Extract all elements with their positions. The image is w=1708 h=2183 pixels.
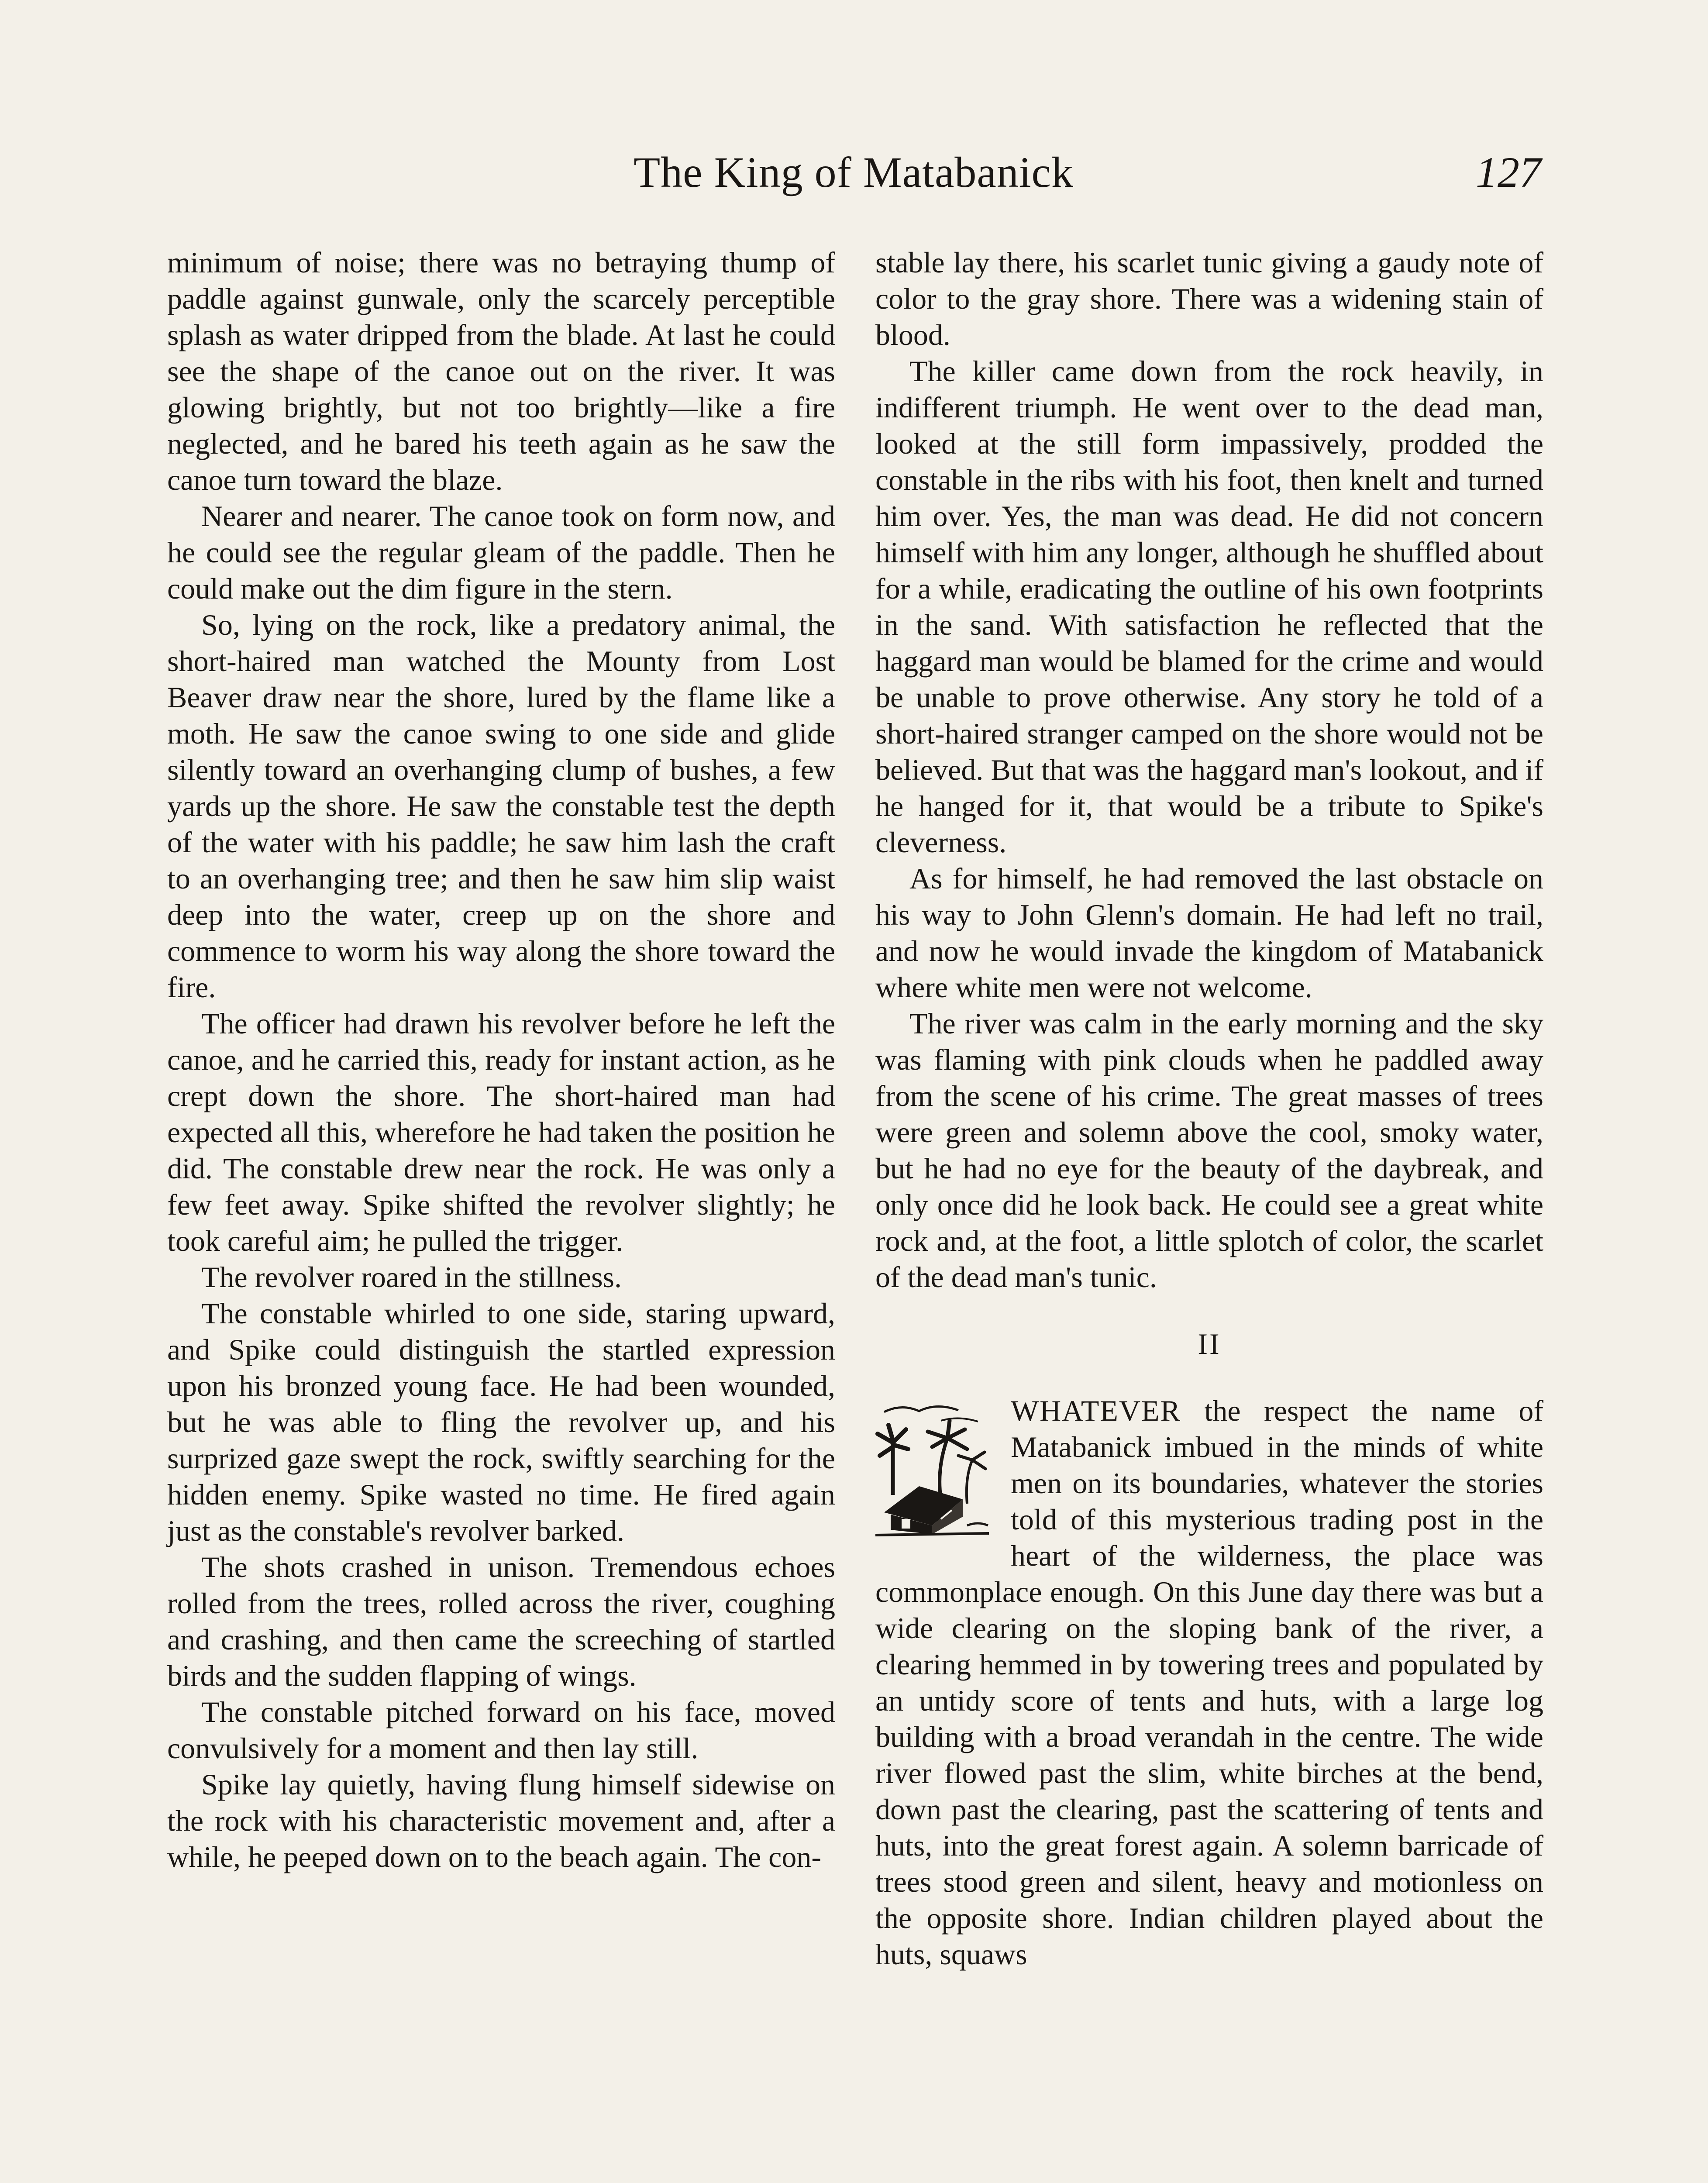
- paragraph: The constable whirled to one side, staring upward, and Spike could distinguish the startled expression upon his bronzed young face. He had been wounded, but he was able to fling the revolver up, and his surprized gaze swept the rock, swiftly searching for the hidden enemy. Spike wasted no time. He fired again just as the constable's revolver barked.: [167, 1297, 835, 1547]
- right-column: [875, 244, 1543, 1973]
- lead-word: WHATEVER: [1011, 1394, 1181, 1427]
- page-title: The King of Matabanick: [634, 148, 1074, 196]
- page-number: 127: [1476, 148, 1541, 196]
- section-opening: [875, 1393, 1543, 1973]
- paragraph: minimum of noise; there was no betraying thump of paddle against gunwale, only the scarcely perceptible splash as water dripped from the blade. At last he could see the shape of the canoe out on the river. It was glowing brightly, but not too brightly—like a fire neglected, and he bared his teeth again as he saw the canoe turn toward the blaze.: [167, 246, 835, 496]
- paragraph: Nearer and nearer. The canoe took on form now, and he could see the regular gleam of the paddle. Then he could make out the dim figure in the stern.: [167, 499, 835, 605]
- running-head: [166, 144, 1541, 201]
- paragraph: As for himself, he had removed the last obstacle on his way to John Glenn's domain. He had left no trail, and now he would invade the kingdom of Matabanick where white men were not welcome.: [875, 862, 1543, 1004]
- cabin-and-trees-vignette-icon: [875, 1395, 989, 1539]
- paragraph-text: the respect the name of Matabanick imbued in the minds of white men on its boundaries, whatever the stories told of this mysterious trading post in the heart of the wilderness, the place was commonplace enough. On this June day there was but a wide clearing on the sloping bank of the river, a clearing hemmed in by towering trees and populated by an untidy score of tents and huts, with a large log building with a broad verandah in the centre. The wide river flowed past the slim, white birches at the bend, down past the clearing, past the scattering of tents and huts, into the great forest again. A solemn barricade of trees stood green and silent, heavy and motionless on the opposite shore. Indian children played about the huts, squaws: [875, 1394, 1543, 1971]
- paragraph: The constable pitched forward on his face, moved convulsively for a moment and then lay still.: [167, 1695, 835, 1765]
- paragraph: The shots crashed in unison. Tremendous echoes rolled from the trees, rolled across the river, coughing and crashing, and then came the screeching of startled birds and the sudden flapping of wings.: [167, 1550, 835, 1692]
- paragraph: The revolver roared in the stillness.: [201, 1260, 622, 1294]
- paragraph: Spike lay quietly, having flung himself sidewise on the rock with his characteristic movement and, after a while, he peeped down on to the beach again. The con-: [167, 1768, 835, 1873]
- paragraph: The officer had drawn his revolver before he left the canoe, and he carried this, ready for instant action, as he crept down the shore. The short-haired man had expected all this, wherefore he had taken the position he did. The constable drew near the rock. He was only a few feet away. Spike shifted the revolver slightly; he took careful aim; he pulled the trigger.: [167, 1007, 835, 1257]
- left-column: [167, 244, 835, 1875]
- paragraph: So, lying on the rock, like a predatory animal, the short-haired man watched the Mounty from Lost Beaver draw near the shore, lured by the flame like a moth. He saw the canoe swing to one side and glide silently toward an overhanging clump of bushes, a few yards up the shore. He saw the constable test the depth of the water with his paddle; he saw him lash the craft to an overhanging tree; and then he saw him slip waist deep into the water, creep up on the shore and commence to worm his way along the shore toward the fire.: [167, 608, 835, 1004]
- section-heading: II: [1198, 1327, 1221, 1360]
- paragraph: The river was calm in the early morning and the sky was flaming with pink clouds when he paddled away from the scene of his crime. The great masses of trees were green and solemn above the cool, smoky water, but he had no eye for the beauty of the daybreak, and only once did he look back. He could see a great white rock and, at the foot, a little splotch of color, the scarlet of the dead man's tunic.: [875, 1007, 1543, 1294]
- paragraph: stable lay there, his scarlet tunic giving a gaudy note of color to the gray shore. There was a widening stain of blood.: [875, 246, 1543, 351]
- paragraph: The killer came down from the rock heavily, in indifferent triumph. He went over to the dead man, looked at the still form impassively, prodded the constable in the ribs with his foot, then knelt and turned him over. Yes, the man was dead. He did not concern himself with him any longer, although he shuffled about for a while, eradicating the outline of his own footprints in the sand. With satisfaction he reflected that the haggard man would be blamed for the crime and would be unable to prove otherwise. Any story he told of a short-haired stranger camped on the shore would not be believed. But that was the haggard man's lookout, and if he hanged for it, that would be a tribute to Spike's cleverness.: [875, 355, 1543, 859]
